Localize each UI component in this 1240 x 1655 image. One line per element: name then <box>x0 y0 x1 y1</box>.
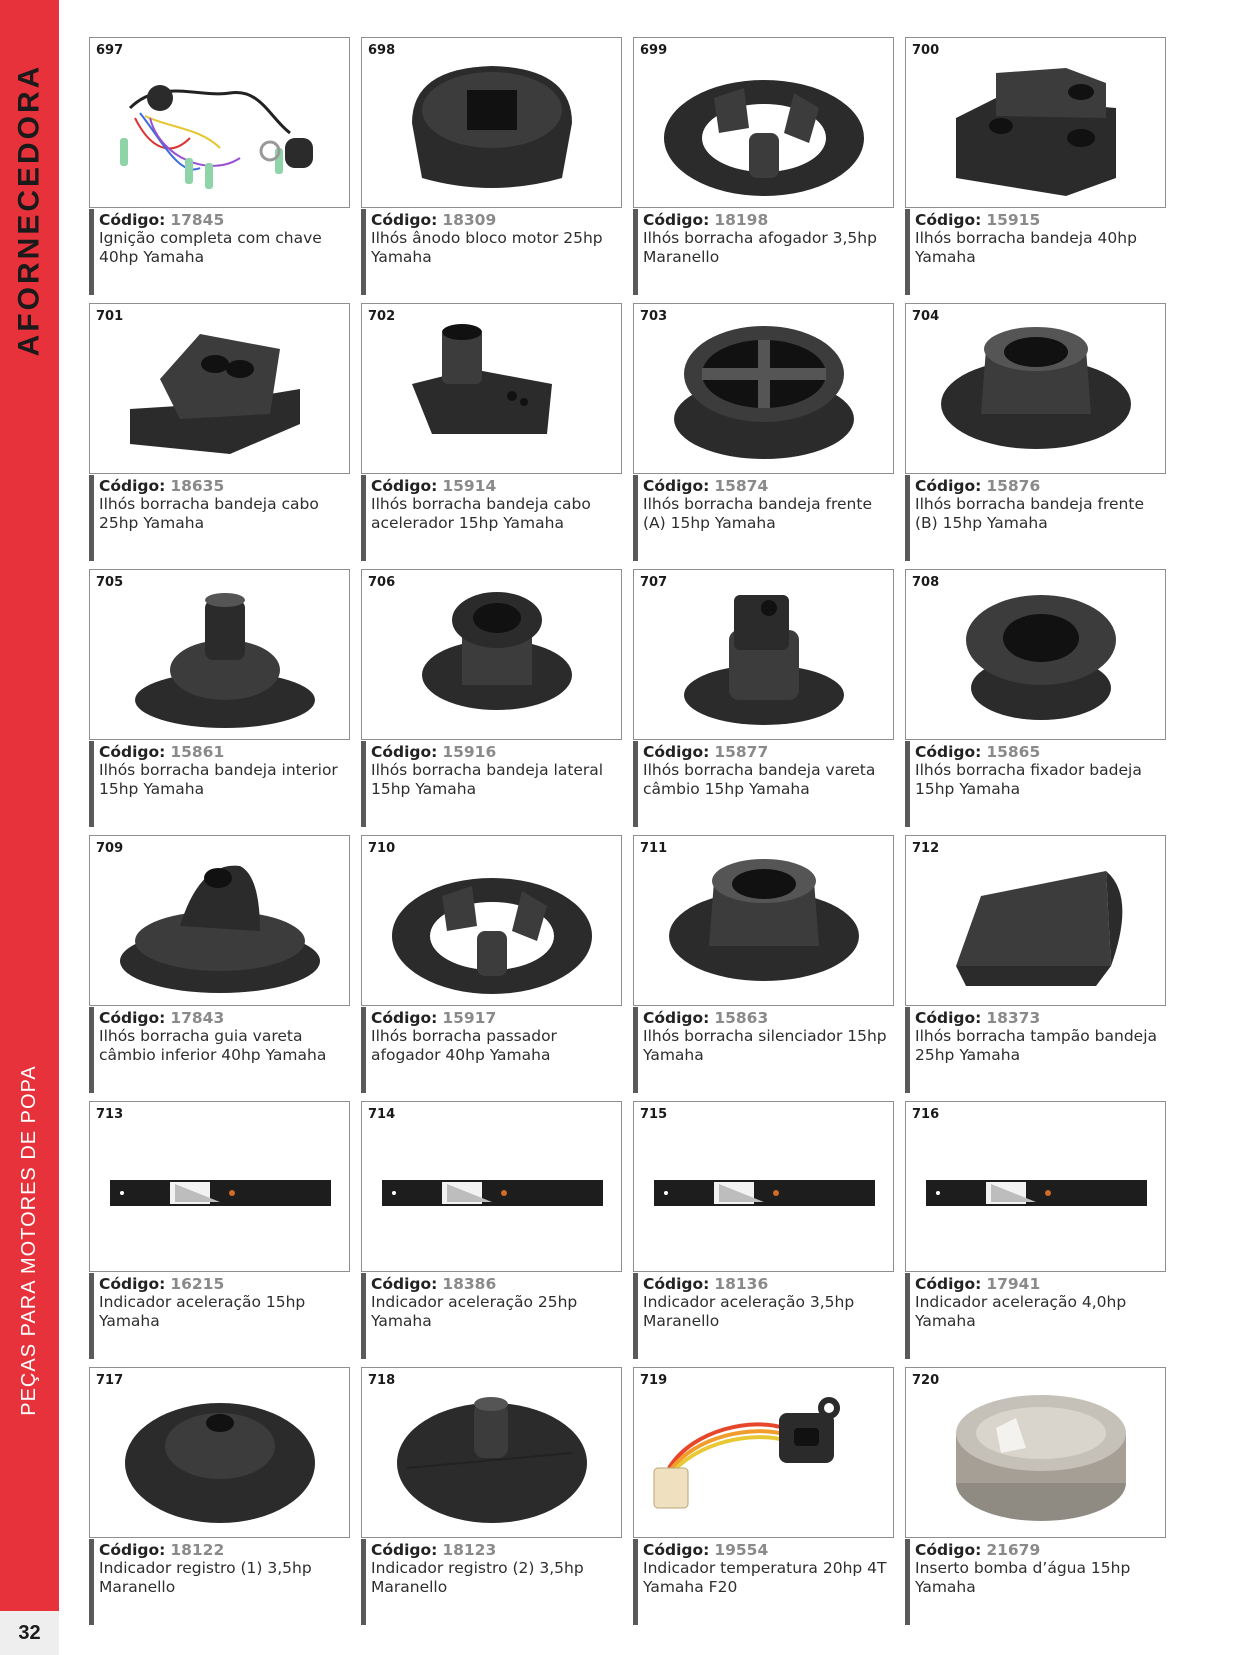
product-code: 18386 <box>442 1275 497 1293</box>
product-photo <box>633 569 894 740</box>
throttle-strip-icon <box>362 1102 622 1272</box>
code-label: Código: <box>371 211 438 229</box>
double-ring-grommet-icon <box>906 570 1166 740</box>
product-info <box>633 1273 896 1359</box>
product-info <box>361 209 624 295</box>
product-card <box>633 37 896 295</box>
code-label: Código: <box>915 1009 982 1027</box>
code-label: Código: <box>99 1541 166 1559</box>
item-number: 702 <box>368 309 396 324</box>
product-code: 15915 <box>986 211 1041 229</box>
product-photo <box>633 37 894 208</box>
code-label: Código: <box>371 477 438 495</box>
product-card <box>633 1367 896 1625</box>
product-photo <box>633 835 894 1006</box>
product-photo <box>361 835 622 1006</box>
product-description: Indicador aceleração 15hp Yamaha <box>99 1293 306 1330</box>
product-description: Inserto bomba d’água 15hp Yamaha <box>915 1559 1131 1596</box>
product-description: Ilhós borracha afogador 3,5hp Maranello <box>643 229 877 266</box>
product-description: Ilhós ânodo bloco motor 25hp Yamaha <box>371 229 603 266</box>
product-photo <box>905 303 1166 474</box>
flanged-grommet-icon <box>634 836 894 1006</box>
product-description: Ilhós borracha tampão bandeja 25hp Yamaha <box>915 1027 1158 1064</box>
product-info <box>905 741 1168 827</box>
product-code: 15865 <box>986 743 1041 761</box>
product-description: Ilhós borracha silenciador 15hp Yamaha <box>643 1027 887 1064</box>
brand-name: AFORNECEDORA <box>12 63 46 357</box>
cross-grommet-icon <box>634 304 894 474</box>
product-code: 15861 <box>170 743 225 761</box>
product-description: Indicador registro (2) 3,5hp Maranello <box>371 1559 584 1596</box>
product-card <box>633 569 896 827</box>
product-description: Ilhós borracha bandeja vareta câmbio 15hp Yamaha <box>643 761 876 798</box>
product-card <box>361 1367 624 1625</box>
code-label: Código: <box>915 1275 982 1293</box>
ring-grommet-prongs-icon <box>634 38 894 208</box>
page-number: 32 <box>0 1611 59 1655</box>
product-description: Ilhós borracha bandeja cabo 25hp Yamaha <box>99 495 319 532</box>
product-card <box>361 37 624 295</box>
code-label: Código: <box>371 1541 438 1559</box>
product-photo <box>633 1367 894 1538</box>
product-info <box>905 1539 1168 1625</box>
product-photo <box>905 1367 1166 1538</box>
product-info <box>905 1007 1168 1093</box>
ring-grommet-prongs-icon <box>362 836 622 1006</box>
throttle-strip-icon <box>90 1102 350 1272</box>
product-code: 15916 <box>442 743 497 761</box>
product-card <box>89 303 352 561</box>
product-photo <box>361 1101 622 1272</box>
product-code: 15876 <box>986 477 1041 495</box>
nozzle-grommet-icon <box>362 304 622 474</box>
product-card <box>361 835 624 1093</box>
brand-logo <box>0 0 59 420</box>
item-number: 697 <box>96 43 124 58</box>
product-info <box>361 475 624 561</box>
ignition-key-harness-icon <box>90 38 350 208</box>
section-title <box>0 1020 59 1460</box>
code-label: Código: <box>643 477 710 495</box>
product-code: 18309 <box>442 211 497 229</box>
product-description: Ilhós borracha bandeja frente (B) 15hp Yamaha <box>915 495 1144 532</box>
item-number: 719 <box>640 1373 668 1388</box>
item-number: 714 <box>368 1107 396 1122</box>
product-description: Ilhós borracha bandeja interior 15hp Yamaha <box>99 761 338 798</box>
code-label: Código: <box>915 743 982 761</box>
product-description: Ilhós borracha passador afogador 40hp Yamaha <box>371 1027 557 1064</box>
item-number: 708 <box>912 575 940 590</box>
product-description: Ilhós borracha bandeja lateral 15hp Yamaha <box>371 761 604 798</box>
product-code: 18123 <box>442 1541 497 1559</box>
code-label: Código: <box>915 211 982 229</box>
product-code: 18198 <box>714 211 769 229</box>
product-card <box>905 37 1168 295</box>
product-info <box>633 209 896 295</box>
product-photo <box>361 569 622 740</box>
product-code: 21679 <box>986 1541 1041 1559</box>
item-number: 718 <box>368 1373 396 1388</box>
product-info <box>633 475 896 561</box>
product-description: Indicador aceleração 3,5hp Maranello <box>643 1293 855 1330</box>
product-code: 17843 <box>170 1009 225 1027</box>
product-info <box>361 741 624 827</box>
code-label: Código: <box>371 743 438 761</box>
product-info <box>905 209 1168 295</box>
code-label: Código: <box>99 743 166 761</box>
item-number: 716 <box>912 1107 940 1122</box>
product-card <box>361 1101 624 1359</box>
product-code: 18136 <box>714 1275 769 1293</box>
product-info <box>361 1273 624 1359</box>
product-info <box>89 1007 352 1093</box>
product-info <box>633 1007 896 1093</box>
product-description: Ilhós borracha bandeja 40hp Yamaha <box>915 229 1137 266</box>
item-number: 699 <box>640 43 668 58</box>
product-description: Indicador temperatura 20hp 4T Yamaha F20 <box>643 1559 887 1596</box>
code-label: Código: <box>99 211 166 229</box>
product-info <box>905 1273 1168 1359</box>
product-code: 19554 <box>714 1541 769 1559</box>
code-label: Código: <box>371 1009 438 1027</box>
item-number: 706 <box>368 575 396 590</box>
product-photo <box>89 1101 350 1272</box>
item-number: 698 <box>368 43 396 58</box>
product-photo <box>361 37 622 208</box>
square-grommet-icon <box>362 38 622 208</box>
product-description: Ilhós borracha bandeja cabo acelerador 15hp Yamaha <box>371 495 591 532</box>
product-description: Ignição completa com chave 40hp Yamaha <box>99 229 322 266</box>
product-description: Ilhós borracha fixador badeja 15hp Yamaha <box>915 761 1142 798</box>
flanged-grommet-icon <box>906 304 1166 474</box>
product-card <box>361 569 624 827</box>
code-label: Código: <box>99 1275 166 1293</box>
sidebar <box>0 0 59 1655</box>
code-label: Código: <box>643 1009 710 1027</box>
product-card <box>89 1101 352 1359</box>
item-number: 705 <box>96 575 124 590</box>
product-info <box>89 741 352 827</box>
product-code: 18635 <box>170 477 225 495</box>
code-label: Código: <box>99 1009 166 1027</box>
product-description: Indicador aceleração 4,0hp Yamaha <box>915 1293 1127 1330</box>
item-number: 715 <box>640 1107 668 1122</box>
code-label: Código: <box>371 1275 438 1293</box>
boot-grommet-icon <box>90 836 350 1006</box>
item-number: 709 <box>96 841 124 856</box>
product-card <box>89 569 352 827</box>
item-number: 712 <box>912 841 940 856</box>
item-number: 701 <box>96 309 124 324</box>
product-code: 15863 <box>714 1009 769 1027</box>
product-card <box>905 835 1168 1093</box>
product-card <box>89 37 352 295</box>
product-code: 15914 <box>442 477 497 495</box>
code-label: Código: <box>99 477 166 495</box>
item-number: 704 <box>912 309 940 324</box>
product-description: Indicador aceleração 25hp Yamaha <box>371 1293 578 1330</box>
product-code: 17845 <box>170 211 225 229</box>
item-number: 710 <box>368 841 396 856</box>
product-description: Indicador registro (1) 3,5hp Maranello <box>99 1559 312 1596</box>
product-photo <box>89 1367 350 1538</box>
product-card <box>905 1367 1168 1625</box>
product-card <box>361 303 624 561</box>
product-info <box>633 1539 896 1625</box>
item-number: 713 <box>96 1107 124 1122</box>
product-code: 17941 <box>986 1275 1041 1293</box>
throttle-strip-icon <box>634 1102 894 1272</box>
item-number: 700 <box>912 43 940 58</box>
product-card <box>633 835 896 1093</box>
product-photo <box>89 569 350 740</box>
product-photo <box>89 303 350 474</box>
figure-eight-grommet-icon <box>90 304 350 474</box>
product-card <box>89 1367 352 1625</box>
code-label: Código: <box>643 1541 710 1559</box>
item-number: 703 <box>640 309 668 324</box>
code-label: Código: <box>915 1541 982 1559</box>
product-card <box>905 569 1168 827</box>
product-card <box>905 1101 1168 1359</box>
product-code: 15917 <box>442 1009 497 1027</box>
product-photo <box>905 37 1166 208</box>
code-label: Código: <box>643 1275 710 1293</box>
product-code: 15874 <box>714 477 769 495</box>
stepped-plug-grommet-icon <box>90 570 350 740</box>
product-photo <box>905 569 1166 740</box>
disc-grommet-icon <box>90 1368 350 1538</box>
spool-grommet-icon <box>362 570 622 740</box>
product-info <box>633 741 896 827</box>
product-info <box>361 1007 624 1093</box>
steel-pump-cup-icon <box>906 1368 1166 1538</box>
product-card <box>89 835 352 1093</box>
section-title-text: PEÇAS PARA MOTORES DE POPA <box>18 1064 40 1416</box>
product-photo <box>89 835 350 1006</box>
product-card <box>633 1101 896 1359</box>
product-photo <box>905 1101 1166 1272</box>
product-info <box>89 1273 352 1359</box>
product-photo <box>89 37 350 208</box>
product-description: Ilhós borracha bandeja frente (A) 15hp Yamaha <box>643 495 872 532</box>
product-info <box>89 1539 352 1625</box>
item-number: 720 <box>912 1373 940 1388</box>
product-code: 15877 <box>714 743 769 761</box>
code-label: Código: <box>643 743 710 761</box>
product-info <box>905 475 1168 561</box>
product-photo <box>361 1367 622 1538</box>
product-photo <box>633 1101 894 1272</box>
product-photo <box>361 303 622 474</box>
product-photo <box>633 303 894 474</box>
product-grid <box>89 37 1168 1625</box>
product-info <box>361 1539 624 1625</box>
disc-knob-icon <box>362 1368 622 1538</box>
product-code: 16215 <box>170 1275 225 1293</box>
wedge-plug-icon <box>906 836 1166 1006</box>
product-info <box>89 209 352 295</box>
throttle-strip-icon <box>906 1102 1166 1272</box>
code-label: Código: <box>915 477 982 495</box>
item-number: 707 <box>640 575 668 590</box>
product-photo <box>905 835 1166 1006</box>
post-grommet-icon <box>634 570 894 740</box>
product-description: Ilhós borracha guia vareta câmbio inferior 40hp Yamaha <box>99 1027 327 1064</box>
product-card <box>905 303 1168 561</box>
item-number: 711 <box>640 841 668 856</box>
product-code: 18122 <box>170 1541 225 1559</box>
product-code: 18373 <box>986 1009 1041 1027</box>
code-label: Código: <box>643 211 710 229</box>
temperature-sensor-harness-icon <box>634 1368 894 1538</box>
product-card <box>633 303 896 561</box>
item-number: 717 <box>96 1373 124 1388</box>
block-grommet-icon <box>906 38 1166 208</box>
product-info <box>89 475 352 561</box>
